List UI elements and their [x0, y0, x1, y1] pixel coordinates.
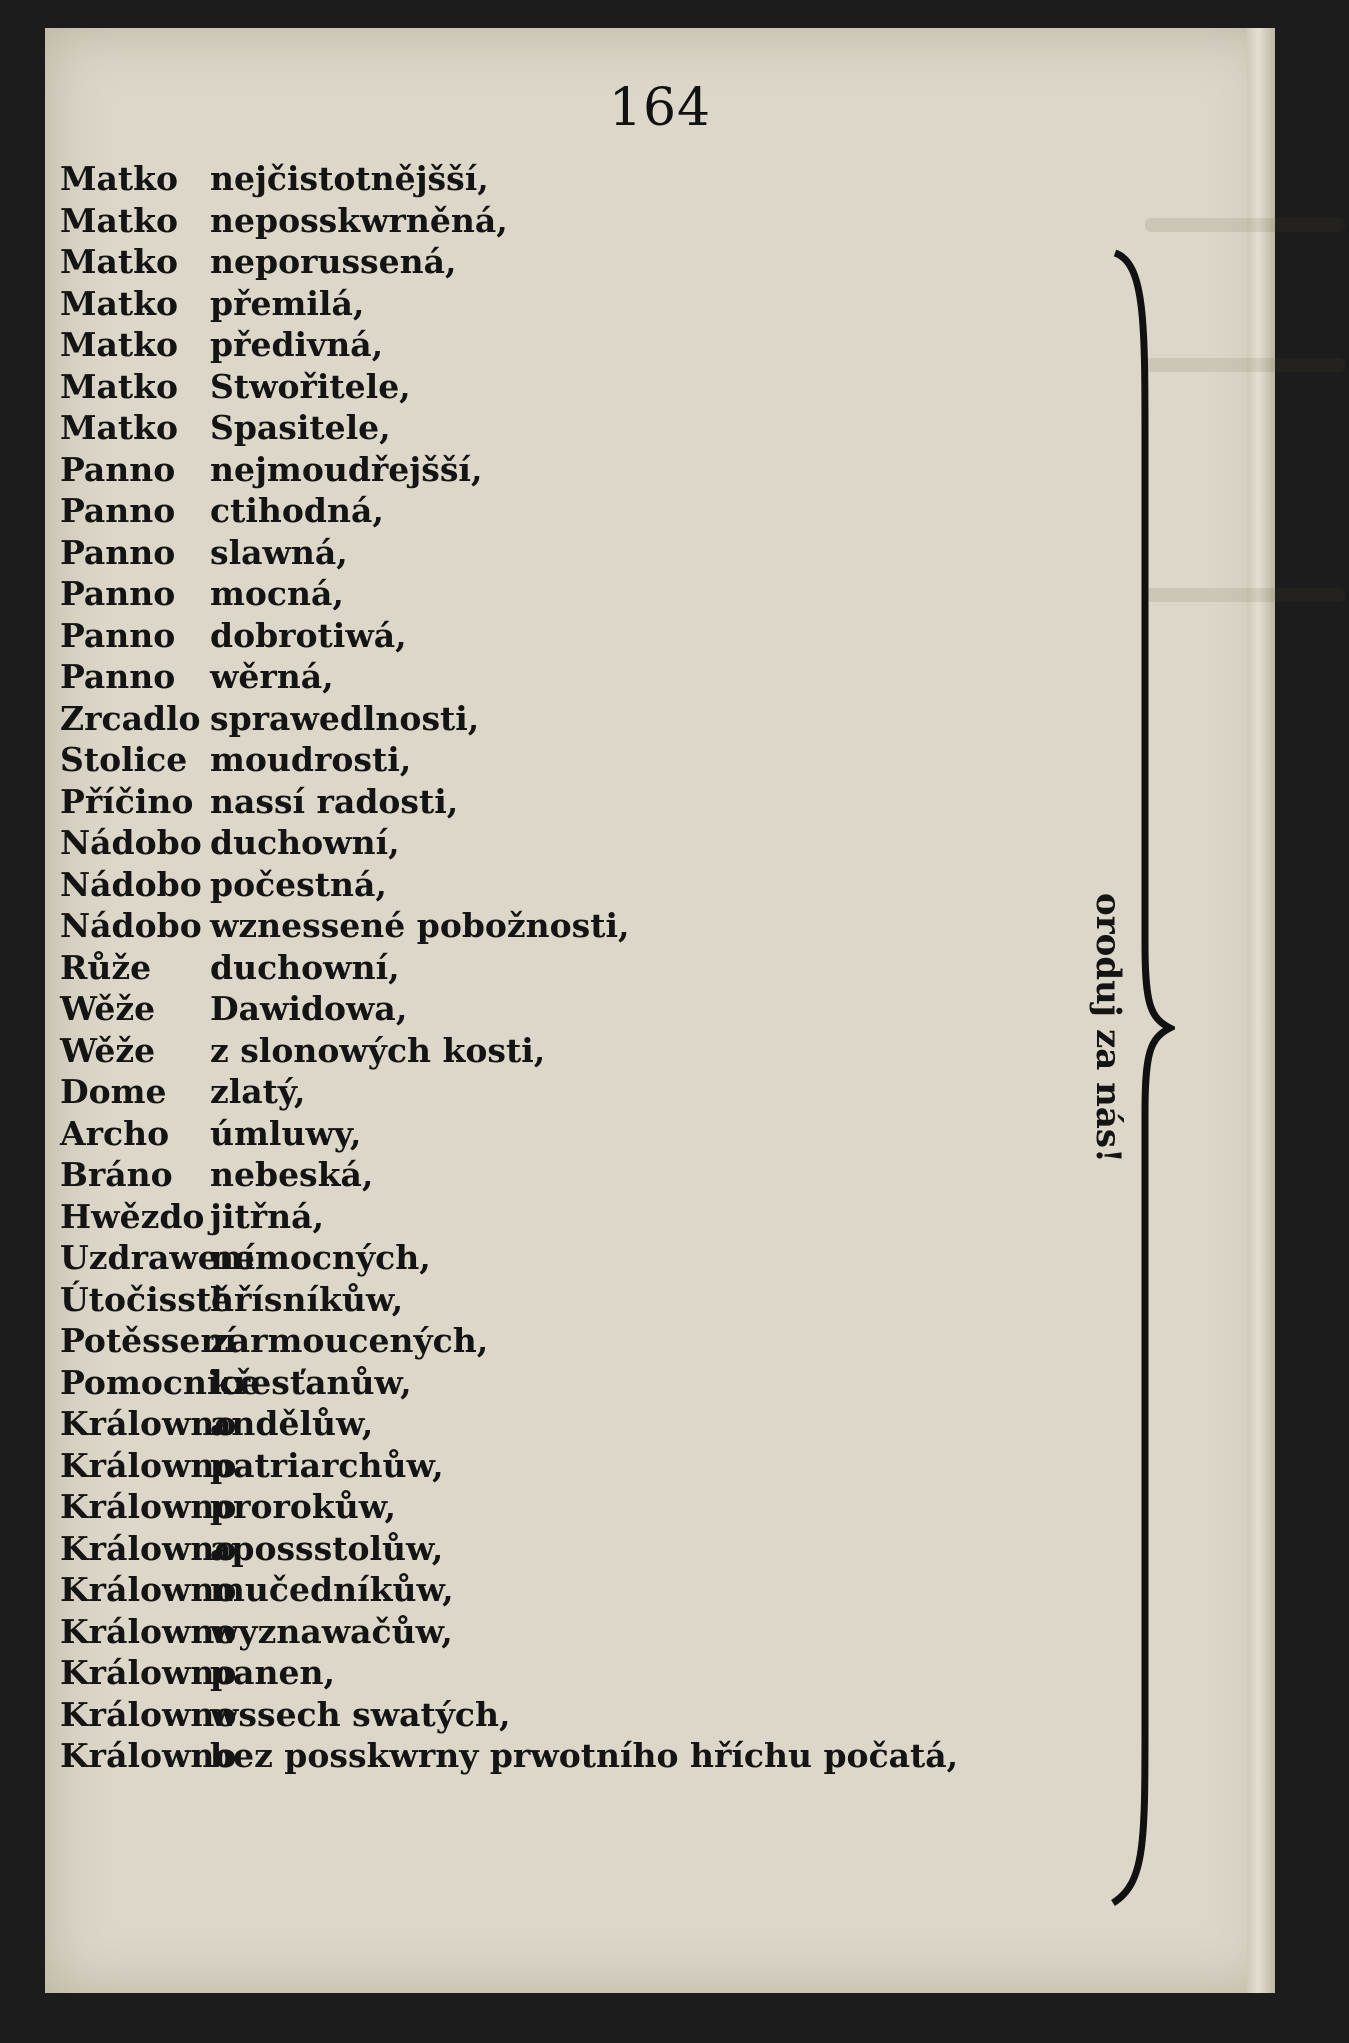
litany-line — [60, 739, 1060, 781]
invocation-title: Králowno — [60, 1653, 237, 1692]
invocation-title: Králowno — [60, 1694, 237, 1734]
litany-line — [60, 1237, 1060, 1279]
invocation-title: Panno — [60, 491, 176, 530]
litany-line — [60, 573, 1060, 615]
litany-line — [60, 864, 1060, 906]
invocation-epithet: sprawedlnosti, — [210, 698, 480, 738]
invocation-title: Zrcadlo — [60, 698, 201, 738]
invocation-title: Dome — [60, 1072, 167, 1111]
invocation-epithet: Stwořitele, — [210, 366, 411, 406]
litany-line — [60, 1362, 1060, 1404]
invocation-title: Panno — [60, 657, 176, 696]
bleed-through-text — [1145, 358, 1345, 372]
invocation-title: Wěže — [60, 989, 156, 1028]
invocation-epithet: apossstolůw, — [210, 1528, 444, 1568]
invocation-epithet: křesťanůw, — [210, 1362, 412, 1402]
invocation-title: Matko — [60, 200, 179, 240]
litany-line — [60, 988, 1060, 1030]
book-page — [45, 28, 1275, 1993]
litany-line — [60, 1071, 1060, 1113]
invocation-epithet: nejčistotnějšší, — [210, 159, 489, 198]
invocation-title: Panno — [60, 532, 176, 572]
litany-line — [60, 241, 1060, 283]
invocation-title: Pomocnice — [60, 1362, 261, 1402]
invocation-epithet: Spasitele, — [210, 408, 391, 447]
invocation-title: Hwězdo — [60, 1196, 205, 1236]
invocation-epithet: wyznawačůw, — [210, 1611, 453, 1651]
invocation-epithet: Dawidowa, — [210, 989, 408, 1028]
litany-line — [60, 1320, 1060, 1362]
invocation-title: Nádobo — [60, 823, 202, 862]
invocation-title: Matko — [60, 242, 179, 281]
invocation-title: Králowno — [60, 1445, 237, 1485]
invocation-epithet: úmluwy, — [210, 1113, 362, 1153]
invocation-epithet: moudrosti, — [210, 740, 412, 779]
litany-line — [60, 905, 1060, 947]
invocation-epithet: zarmoucených, — [210, 1321, 489, 1360]
invocation-epithet: zlatý, — [210, 1072, 306, 1111]
litany-line — [60, 1611, 1060, 1653]
litany-line — [60, 1528, 1060, 1570]
invocation-title: Matko — [60, 159, 179, 198]
litany-line — [60, 1445, 1060, 1487]
invocation-title: Králowno — [60, 1487, 237, 1526]
invocation-epithet: hřísníkůw, — [210, 1279, 404, 1319]
litany-line — [60, 781, 1060, 823]
invocation-epithet: wznessené pobožnosti, — [210, 906, 630, 945]
litany-line — [60, 449, 1060, 491]
litany-line — [60, 324, 1060, 366]
invocation-title: Králowno — [60, 1570, 237, 1609]
invocation-epithet: panen, — [210, 1653, 335, 1692]
invocation-title: Králowno — [60, 1404, 237, 1443]
invocation-epithet: nebeská, — [210, 1155, 374, 1194]
next-page-edge — [1247, 28, 1275, 1993]
bleed-through-text — [1145, 588, 1345, 602]
litany-response: oroduj za nás! — [1088, 893, 1128, 1163]
litany-line — [60, 698, 1060, 740]
invocation-epithet: neporussená, — [210, 242, 457, 281]
litany-line — [60, 1279, 1060, 1321]
invocation-title: Bráno — [60, 1155, 173, 1194]
page-number: 164 — [608, 78, 712, 138]
invocation-title: Uzdrawení — [60, 1238, 256, 1277]
invocation-epithet: duchowní, — [210, 823, 400, 862]
invocation-epithet: ctihodná, — [210, 491, 384, 530]
invocation-title: Panno — [60, 574, 176, 613]
invocation-title: Matko — [60, 408, 179, 447]
litany-line — [60, 200, 1060, 242]
litany-line — [60, 532, 1060, 574]
litany-list — [60, 158, 1060, 1777]
invocation-epithet: mocná, — [210, 574, 344, 613]
litany-line — [60, 283, 1060, 325]
litany-line — [60, 1652, 1060, 1694]
invocation-title: Panno — [60, 449, 176, 489]
invocation-epithet: nemocných, — [210, 1238, 431, 1277]
litany-line — [60, 366, 1060, 408]
litany-line — [60, 1030, 1060, 1072]
litany-line — [60, 656, 1060, 698]
litany-line — [60, 1486, 1060, 1528]
invocation-title: Králowno — [60, 1611, 237, 1651]
invocation-title: Příčino — [60, 781, 194, 821]
invocation-epithet: prorokůw, — [210, 1487, 396, 1526]
invocation-epithet: dobrotiwá, — [210, 615, 407, 655]
litany-line — [60, 1735, 1060, 1777]
litany-line — [60, 1113, 1060, 1155]
litany-line — [60, 1569, 1060, 1611]
invocation-epithet: andělůw, — [210, 1404, 374, 1443]
litany-line — [60, 158, 1060, 200]
litany-line — [60, 947, 1060, 989]
litany-line — [60, 490, 1060, 532]
litany-line — [60, 822, 1060, 864]
litany-line — [60, 1403, 1060, 1445]
litany-line — [60, 1196, 1060, 1238]
litany-line — [60, 1694, 1060, 1736]
invocation-epithet: wěrná, — [210, 657, 334, 696]
litany-line — [60, 615, 1060, 657]
invocation-title: Matko — [60, 283, 179, 323]
invocation-title: Stolice — [60, 740, 188, 779]
invocation-title: Nádobo — [60, 864, 202, 904]
invocation-epithet: patriarchůw, — [210, 1445, 444, 1485]
invocation-epithet: počestná, — [210, 864, 387, 904]
invocation-epithet: neposskwrněná, — [210, 200, 508, 240]
invocation-epithet: přemilá, — [210, 283, 365, 323]
invocation-title: Růže — [60, 947, 152, 987]
invocation-title: Králowno — [60, 1736, 237, 1775]
invocation-title: Matko — [60, 325, 179, 364]
invocation-epithet: bez posskwrny prwotního hříchu počatá, — [210, 1736, 959, 1775]
invocation-epithet: wssech swatých, — [210, 1694, 511, 1734]
invocation-title: Panno — [60, 615, 176, 655]
litany-line — [60, 1154, 1060, 1196]
invocation-title: Nádobo — [60, 906, 202, 945]
invocation-epithet: mučedníkůw, — [210, 1570, 454, 1609]
invocation-title: Archo — [60, 1113, 170, 1153]
bleed-through-text — [1145, 218, 1345, 232]
invocation-title: Králowno — [60, 1528, 237, 1568]
invocation-epithet: jitřná, — [210, 1196, 324, 1236]
invocation-title: Potěssení — [60, 1321, 237, 1360]
invocation-epithet: slawná, — [210, 532, 348, 572]
litany-line — [60, 407, 1060, 449]
invocation-title: Útočisstě — [60, 1279, 233, 1319]
invocation-epithet: nassí radosti, — [210, 781, 459, 821]
invocation-epithet: nejmoudřejšší, — [210, 449, 483, 489]
invocation-epithet: duchowní, — [210, 947, 400, 987]
invocation-epithet: předivná, — [210, 325, 384, 364]
invocation-epithet: z slonowých kosti, — [210, 1030, 546, 1070]
invocation-title: Matko — [60, 366, 179, 406]
invocation-title: Wěže — [60, 1030, 156, 1070]
